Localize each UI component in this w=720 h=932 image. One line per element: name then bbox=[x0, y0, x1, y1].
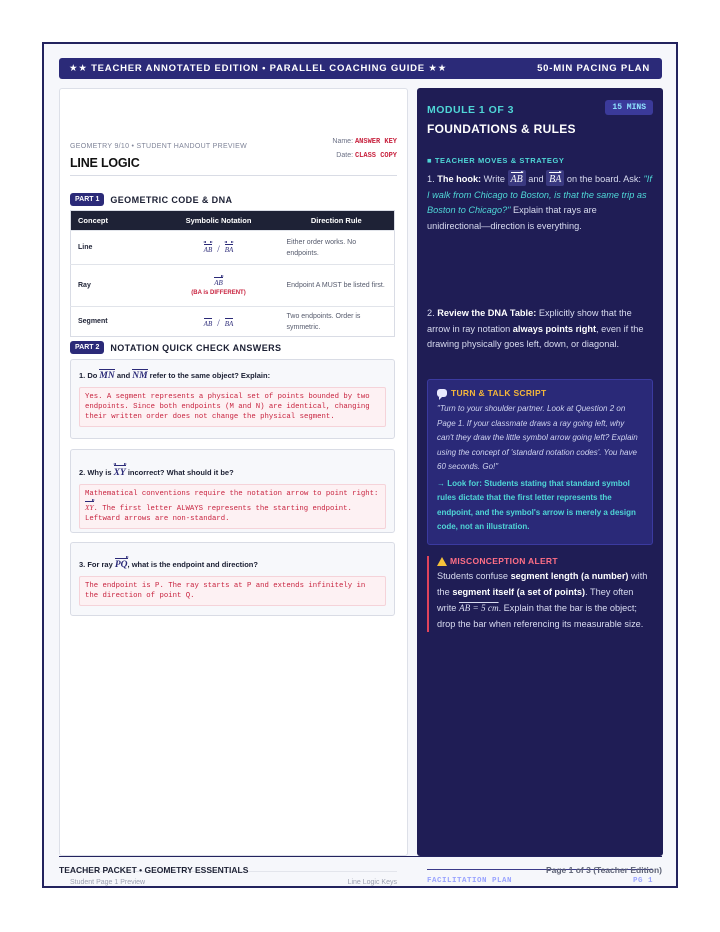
header-concept: Concept bbox=[71, 211, 159, 231]
part-1-title: GEOMETRIC CODE & DNA bbox=[110, 194, 233, 205]
teacher-moves-heading: ■ TEACHER MOVES & STRATEGY bbox=[427, 156, 565, 165]
misconception-text: Students confuse segment length (a number) with the segment itself (a set of points). They often write AB = 5 cm. Explain that the bar is the object; drop the bar when referencing its measurable size. bbox=[437, 571, 648, 629]
module-label: MODULE 1 OF 3 bbox=[427, 104, 515, 116]
question-3-answer: The endpoint is P. The ray starts at P and extends infinitely in the direction of point Q. bbox=[79, 576, 386, 606]
question-2-card bbox=[70, 449, 395, 533]
segment-symbol-ba: BA bbox=[225, 316, 234, 328]
ray-notation bbox=[159, 265, 279, 307]
concept-line: Line bbox=[71, 231, 159, 265]
handout-footer-left: Student Page 1 Preview bbox=[70, 879, 146, 886]
name-date-box bbox=[332, 135, 397, 163]
part-2-heading bbox=[70, 341, 281, 354]
packet-label: TEACHER PACKET • GEOMETRY ESSENTIALS bbox=[59, 864, 249, 875]
dna-table bbox=[70, 210, 395, 337]
length-equation: AB = 5 cm bbox=[458, 603, 499, 613]
table-row bbox=[71, 307, 395, 337]
dna-review-paragraph: 2. Review the DNA Table: Explicitly show that the arrow in ray notation always points right, even if the drawing physically goes left, down, or diagonal. bbox=[427, 308, 644, 350]
question-1-answer: Yes. A segment represents a physical set of points bounded by two endpoints. Since both endpoints (M and N) are identical, changing their written order does not change the physical segment. bbox=[79, 387, 386, 427]
rule-ray: Endpoint A MUST be listed first. bbox=[279, 265, 395, 307]
page-number: Page 1 of 3 (Teacher Edition) bbox=[545, 864, 662, 875]
hook-paragraph: 1. The hook: Write AB and BA on the board. Ask: "If I walk from Chicago to Boston, is that the same trip as Boston to Chicago?" Explain that rays are unidirectional—direction is everything. bbox=[427, 170, 653, 234]
question-2-answer: Mathematical conventions require the notation arrow to point right: XY. The first letter ALWAYS represents the starting endpoint. Leftward arrows are non-standard. bbox=[79, 484, 386, 529]
name-label: Name: bbox=[332, 138, 354, 145]
title-divider bbox=[70, 175, 397, 176]
module-title: FOUNDATIONS & RULES bbox=[427, 122, 576, 136]
hook-symbol-ab: AB bbox=[508, 170, 526, 186]
name-value: ANSWER KEY bbox=[354, 138, 397, 146]
duration-badge: 15 MINS bbox=[605, 100, 653, 115]
coach-footer-right: PG 1 bbox=[632, 877, 653, 885]
table-row bbox=[71, 231, 395, 265]
handout-title: LINE LOGIC bbox=[70, 156, 140, 170]
line-notation: AB / BA bbox=[159, 231, 279, 265]
table-row bbox=[71, 265, 395, 307]
edition-title: ★★ TEACHER ANNOTATED EDITION • PARALLEL COACHING GUIDE ★★ bbox=[69, 63, 448, 74]
turn-and-talk-heading: TURN & TALK SCRIPT bbox=[437, 388, 643, 398]
hook-symbol-ba: BA bbox=[546, 170, 564, 186]
warning-icon bbox=[437, 557, 447, 566]
date-value: CLASS COPY bbox=[354, 152, 397, 160]
pacing-label: 50-MIN PACING PLAN bbox=[537, 63, 650, 74]
segment-symbol-ab: AB bbox=[204, 316, 213, 328]
rule-line: Either order works. No endpoints. bbox=[279, 231, 395, 265]
page-frame bbox=[42, 42, 678, 888]
ray-symbol-ab: AB bbox=[214, 275, 223, 287]
question-3-card bbox=[70, 542, 395, 616]
concept-segment: Segment bbox=[71, 307, 159, 337]
handout-subtitle: GEOMETRY 9/10 • STUDENT HANDOUT PREVIEW bbox=[70, 143, 247, 150]
concept-ray: Ray bbox=[71, 265, 159, 307]
header-rule: Direction Rule bbox=[279, 211, 395, 231]
part-2-pill: PART 2 bbox=[70, 341, 104, 354]
rule-segment: Two endpoints. Order is symmetric. bbox=[279, 307, 395, 337]
header-notation: Symbolic Notation bbox=[159, 211, 279, 231]
look-for-note: → Look for: Students stating that standard symbol rules dictate that the first letter represents the endpoint, and the symbol's arrow is merely a design code, not an illustration. bbox=[437, 478, 636, 531]
part-1-pill: PART 1 bbox=[70, 193, 104, 206]
date-label: Date: bbox=[336, 152, 354, 159]
turn-and-talk-script: "Turn to your shoulder partner. Look at Question 2 on Page 1. If your classmate draws a ray going left, why can't they draw the little symbol arrow going left? Explain using the concept of 'standard notation codes'. You have 60 seconds. Go!" bbox=[437, 404, 638, 471]
question-3-text: 3. For ray PQ, what is the endpoint and direction? bbox=[79, 556, 386, 570]
misconception-heading: MISCONCEPTION ALERT bbox=[437, 556, 653, 566]
speech-bubble-icon bbox=[437, 389, 447, 397]
ray-difference-note: (BA is DIFFERENT) bbox=[191, 290, 246, 296]
handout-footer-right: Line Logic Keys bbox=[347, 879, 397, 886]
line-symbol-ab: AB bbox=[204, 242, 213, 254]
part-1-heading bbox=[70, 193, 232, 206]
misconception-alert bbox=[427, 556, 653, 632]
line-symbol-ba: BA bbox=[225, 242, 234, 254]
module-row bbox=[427, 100, 653, 116]
edition-banner bbox=[59, 58, 662, 79]
question-2-text: 2. Why is XY incorrect? What should it be? bbox=[79, 463, 386, 478]
question-1-card bbox=[70, 359, 395, 439]
table-header-row bbox=[71, 211, 395, 231]
segment-notation: AB / BA bbox=[159, 307, 279, 337]
page-footer bbox=[59, 856, 662, 882]
coach-footer-left: FACILITATION PLAN bbox=[427, 877, 513, 885]
part-2-title: NOTATION QUICK CHECK ANSWERS bbox=[110, 342, 282, 353]
turn-and-talk-box bbox=[427, 379, 653, 545]
question-1-text: 1. Do MN and NM refer to the same object? Explain: bbox=[79, 367, 386, 381]
